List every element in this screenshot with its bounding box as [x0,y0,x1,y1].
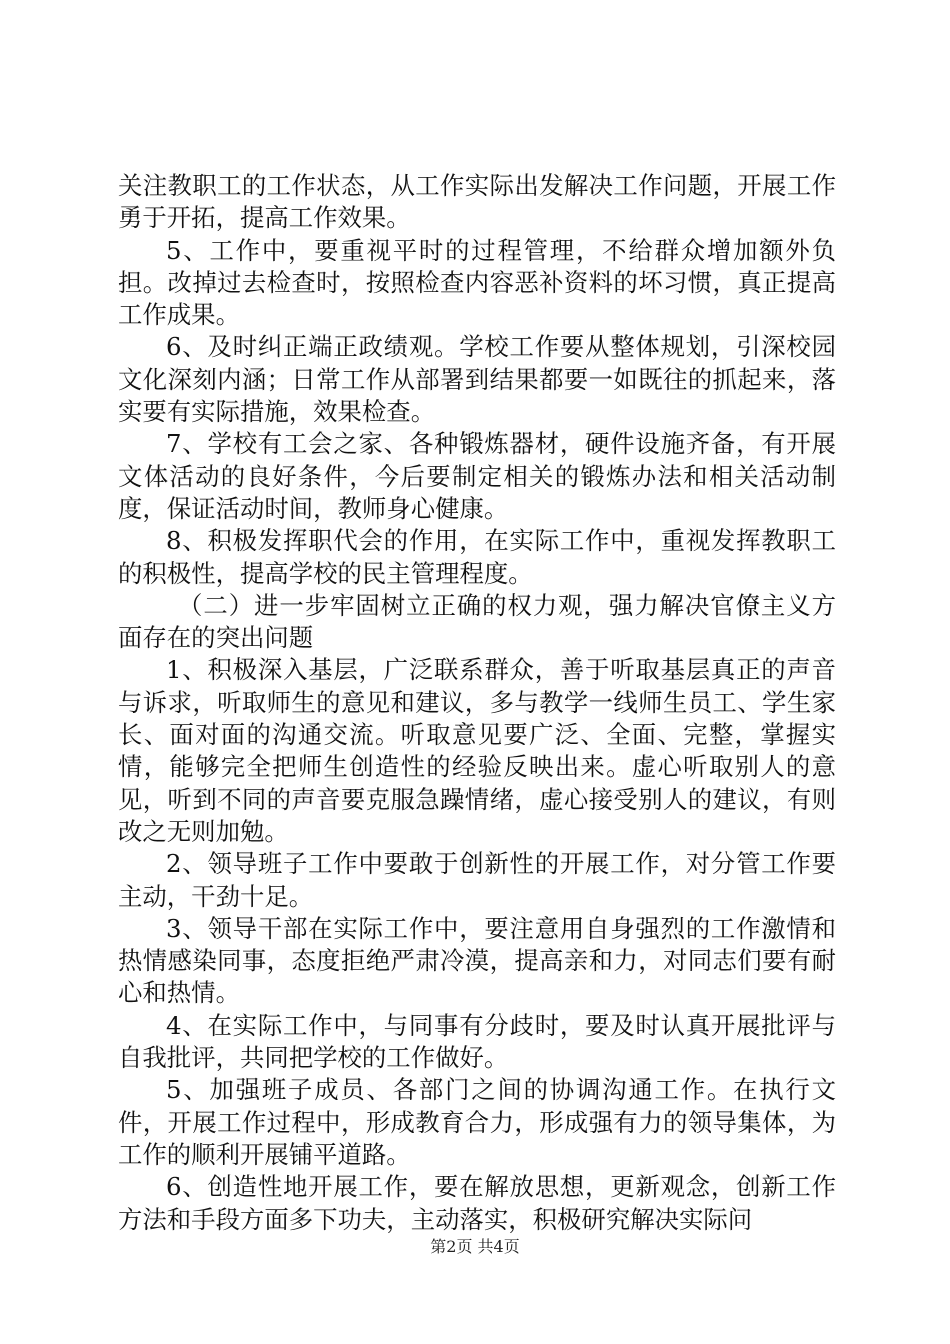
paragraph-item-3: 3、领导干部在实际工作中，要注意用自身强烈的工作激情和热情感染同事，态度拒绝严肃冷漠，提高亲和力，对同志们要有耐心和热情。 [118,913,836,1008]
paragraph-item-5: 5、工作中，要重视平时的过程管理，不给群众增加额外负担。改掉过去检查时，按照检查内容恶补资料的坏习惯，真正提高工作成果。 [118,235,836,330]
paragraph-item-4: 4、在实际工作中，与同事有分歧时，要及时认真开展批评与自我批评，共同把学校的工作做好。 [118,1010,836,1073]
paragraph-item-2: 2、领导班子工作中要敢于创新性的开展工作，对分管工作要主动，干劲十足。 [118,849,836,911]
paragraph-item-1: 1、积极深入基层，广泛联系群众，善于听取基层真正的声音与诉求，听取师生的意见和建议，多与教学一线师生员工、学生家长、面对面的沟通交流。听取意见要广泛、全面、完整，掌握实情，能够完全把师生创造性的经验反映出来。虚心听取别人的意见，听到不同的声音要克服急躁情绪，虚心接受别人的建议，有则改之无则加勉。 [118,655,836,846]
page-number-footer: 第2页 共4页 [430,1237,520,1256]
section-heading-2: （二）进一步牢固树立正确的权力观，强力解决官僚主义方面存在的突出问题 [118,590,836,653]
paragraph-item-6b: 6、创造性地开展工作，要在解放思想，更新观念，创新工作方法和手段方面多下功夫，主动落实，积极研究解决实际问 [118,1172,836,1234]
paragraph-item-8: 8、积极发挥职代会的作用，在实际工作中，重视发挥教职工的积极性，提高学校的民主管理程度。 [118,526,836,588]
paragraph-item-6: 6、及时纠正端正政绩观。学校工作要从整体规划，引深校园文化深刻内涵；日常工作从部署到结果都要一如既往的抓起来，落实要有实际措施，效果检查。 [118,332,836,427]
paragraph-item-7: 7、学校有工会之家、各种锻炼器材，硬件设施齐备，有开展文体活动的良好条件，今后要制定相关的锻炼办法和相关活动制度，保证活动时间，教师身心健康。 [118,429,836,523]
document-body [118,170,836,1236]
paragraph-item-5b: 5、加强班子成员、各部门之间的协调沟通工作。在执行文件，开展工作过程中，形成教育合力，形成强有力的领导集体，为工作的顺利开展铺平道路。 [118,1075,836,1169]
paragraph-continuation: 关注教职工的工作状态，从工作实际出发解决工作问题，开展工作勇于开拓，提高工作效果。 [118,171,836,233]
